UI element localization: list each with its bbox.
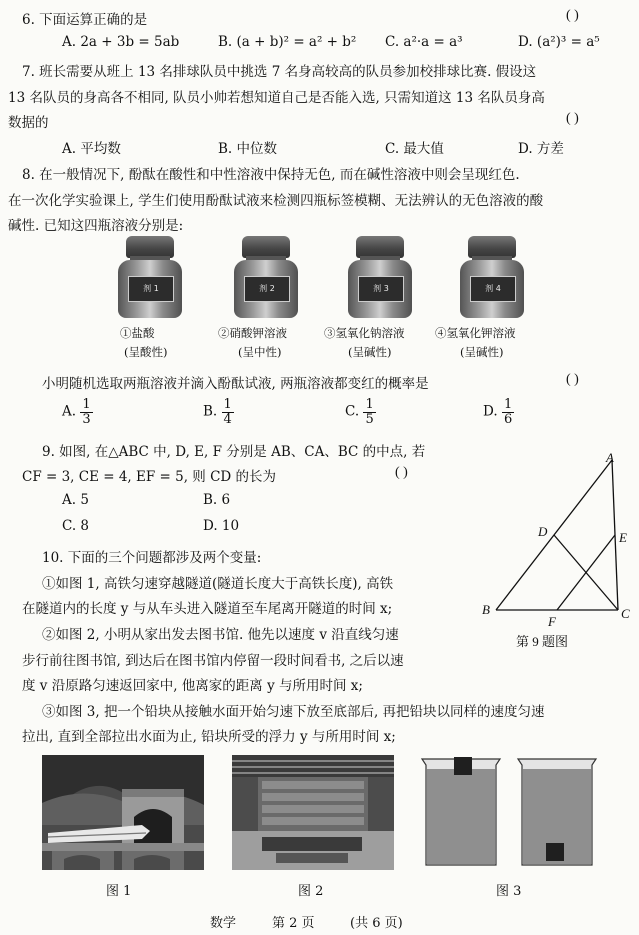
bottle-label: 剂 2 [244,276,290,302]
q10-stem-line1: 10. 下面的三个问题都涉及两个变量: [42,550,262,566]
figure-2-caption: 图 2 [298,884,324,899]
q8-stem-line3: 碱性. 已知这四瓶溶液分别是: [8,218,184,234]
vertex-a-label: A [606,450,614,465]
q8-option-a-letter: A. [62,403,77,420]
fraction-numerator: 1 [365,397,374,412]
fraction-numerator: 1 [82,397,91,412]
figure-3-beakers [416,755,616,870]
q8-option-d [483,398,514,426]
figure-2-library-photo [232,755,394,870]
fraction-denominator: 6 [503,411,513,427]
footer-total: (共 6 页) [350,916,403,931]
bottle-label: 剂 3 [358,276,404,302]
q9-option-d: D. 10 [203,518,240,534]
q8-option-c-letter: C. [345,403,360,420]
q7-stem-line1: 7. 班长需要从班上 13 名排球队员中挑选 7 名身高较高的队员参加校排球比赛. 假设这 [22,64,537,80]
bottle-3-property: (呈碱性) [348,345,392,359]
q6-option-c: C. a²·a = a³ [385,34,463,50]
train-tunnel-image [42,755,204,870]
q7-option-c: C. 最大值 [385,141,444,157]
q9-option-b: B. 6 [203,492,231,508]
q6-answer-paren: ( ) [566,8,579,23]
bottle-4 [460,236,540,322]
figure-1-caption: 图 1 [106,884,132,899]
q9-option-a: A. 5 [62,492,89,508]
point-d-label: D [538,524,548,539]
q9-figure-caption: 第 9 题图 [516,634,569,649]
q9-option-c: C. 8 [62,518,90,534]
q10-part3-line2: 拉出, 直到全部拉出水面为止, 铅块所受的浮力 y 与所用时间 x; [22,729,396,745]
q8-option-b [203,398,234,426]
beakers-image [416,755,616,870]
q8-answer-paren: ( ) [566,372,579,387]
bottle-2 [234,236,314,322]
q6-option-a: A. 2a + 3b = 5ab [62,34,180,50]
bottle-4-name: ④氢氧化钾溶液 [435,326,516,340]
q7-option-a: A. 平均数 [62,141,121,157]
bottle-1-name: ①盐酸 [120,326,155,340]
q10-part1-line2: 在隧道内的长度 y 与从车头进入隧道至车尾离开隧道的时间 x; [22,601,393,617]
q6-option-b: B. (a + b)² = a² + b² [218,34,357,50]
q6-stem: 6. 下面运算正确的是 [22,12,148,28]
q8-option-b-fraction [222,398,234,426]
bottle-cap [126,236,174,258]
bottle-4-property: (呈碱性) [460,345,504,359]
q8-option-d-letter: D. [483,403,498,420]
q8-option-a [62,398,93,426]
q7-stem-line3: 数据的 [8,115,49,131]
q8-stem-line2: 在一次化学实验课上, 学生们使用酚酞试液来检测四瓶标签模糊、无法辨认的无色溶液的酸 [8,193,544,209]
lead-block-bottom [546,843,564,861]
point-f-label: F [548,614,556,629]
bottle-3-name: ③氢氧化钠溶液 [324,326,405,340]
q9-answer-paren: ( ) [395,465,408,480]
bottle-cap [468,236,516,258]
q10-part3-line1: ③如图 3, 把一个铅块从接触水面开始匀速下放至底部后, 再把铅块以同样的速度匀速 [42,704,545,720]
bottle-cap [356,236,404,258]
bottle-label: 剂 1 [128,276,174,302]
vertex-b-label: B [482,602,490,617]
library-image [232,755,394,870]
q6-option-d: D. (a²)³ = a⁵ [518,34,600,50]
q10-part2-line1: ②如图 2, 小明从家出发去图书馆. 他先以速度 v 沿直线匀速 [42,627,399,643]
fraction-numerator: 1 [503,397,513,412]
q8-option-b-letter: B. [203,403,218,420]
bottle-2-property: (呈中性) [238,345,282,359]
point-e-label: E [619,530,627,545]
q9-stem-line1: 9. 如图, 在△ABC 中, D, E, F 分别是 AB、CA、BC 的中点, 若 [42,444,426,460]
bottle-cap [242,236,290,258]
fraction-denominator: 5 [365,411,374,427]
fraction-numerator: 1 [223,397,232,412]
q10-part1-line1: ①如图 1, 高铁匀速穿越隧道(隧道长度大于高铁长度), 高铁 [42,576,394,592]
q7-answer-paren: ( ) [566,111,579,126]
figure-3-caption: 图 3 [496,884,522,899]
bottle-label: 剂 4 [470,276,516,302]
figure-1-train-tunnel-photo [42,755,204,870]
footer-subject: 数学 [210,916,237,931]
q8-option-a-fraction [80,398,92,426]
q7-option-b: B. 中位数 [218,141,278,157]
q10-part2-line3: 度 v 沿原路匀速返回家中, 他离家的距离 y 与所用时间 x; [22,678,363,694]
vertex-c-label: C [621,606,630,621]
lead-block-top [454,757,472,775]
q9-triangle-figure [478,448,638,663]
bottle-2-name: ②硝酸钾溶液 [218,326,287,340]
fraction-denominator: 3 [82,411,91,427]
footer-page: 第 2 页 [272,916,315,931]
q8-stem-line1: 8. 在一般情况下, 酚酞在酸性和中性溶液中保持无色, 而在碱性溶液中则会呈现红色. [22,167,520,183]
fraction-denominator: 4 [223,411,232,427]
segment-ef [557,535,615,610]
q8-option-d-fraction [502,398,514,426]
q8-option-c-fraction [363,398,375,426]
q7-option-d: D. 方差 [518,141,564,157]
q8-option-c [345,398,376,426]
q8-question: 小明随机选取两瓶溶液并滴入酚酞试液, 两瓶溶液都变红的概率是 [42,376,429,392]
bottle-3 [348,236,428,322]
bottle-1 [118,236,198,322]
q10-part2-line2: 步行前往图书馆, 到达后在图书馆内停留一段时间看书, 之后以速 [22,653,404,669]
q7-stem-line2: 13 名队员的身高各不相同, 队员小帅若想知道自己是否能入选, 只需知道这 13 名队员身高 [8,90,545,106]
q9-stem-line2: CF = 3, CE = 4, EF = 5, 则 CD 的长为 [22,469,277,485]
bottle-1-property: (呈酸性) [124,345,168,359]
